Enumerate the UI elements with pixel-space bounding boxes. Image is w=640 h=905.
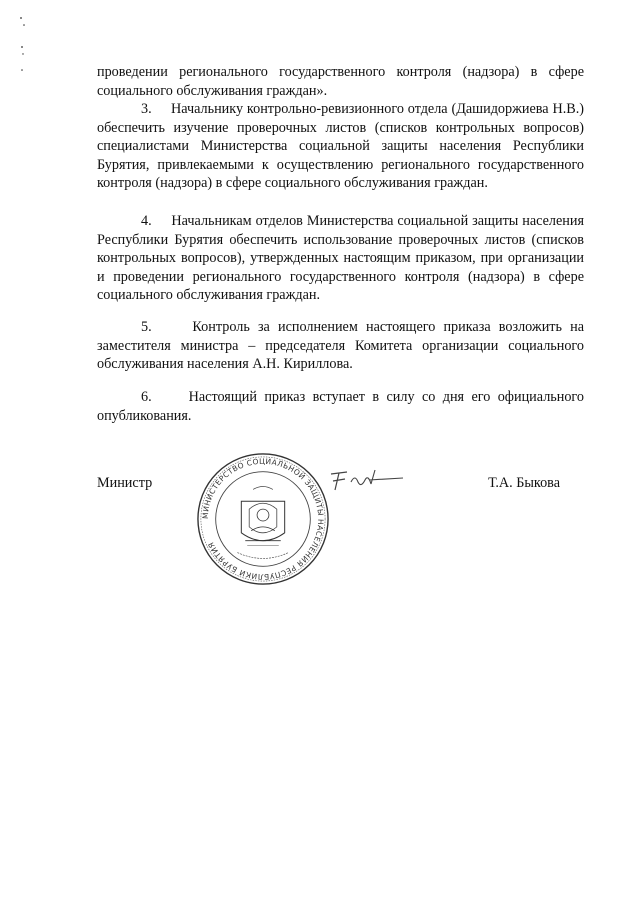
paragraph-5 xyxy=(97,318,584,374)
paragraph-text: проведении регионального государственного контроля (надзора) в сфере социального обслуживания граждан». xyxy=(97,64,584,99)
paragraph-4-body xyxy=(97,212,584,305)
paragraph-number: 4. xyxy=(141,213,152,229)
signatory-title: Министр xyxy=(97,475,153,491)
paragraph-text: Начальнику контрольно-ревизионного отдела (Дашидоржиева Н.В.) обеспечить изучение проверочных листов (списков контрольных вопросов) специалистами Министерства социальной защиты населения Республики Бурятия, привлекаемыми к осуществлению регионального государственного контроля (надзора) в сфере социального обслуживания граждан. xyxy=(97,101,584,191)
paragraph-text: Начальникам отделов Министерства социальной защиты населения Республики Бурятия обеспечить использование проверочных листов (списков контрольных вопросов), утвержденных настоящим приказом, при организации и проведении регионального государственного контроля (надзора) в сфере социального обслуживания граждан. xyxy=(97,213,585,303)
official-seal xyxy=(194,450,332,588)
signatory-name: Т.А. Быкова xyxy=(488,475,560,491)
paragraph-5-body xyxy=(97,318,584,374)
paragraph-number: 5. xyxy=(141,319,152,335)
signature-block xyxy=(97,456,584,600)
paragraph-3-body xyxy=(97,100,584,193)
paragraph-number: 6. xyxy=(141,389,152,405)
paragraph-3 xyxy=(97,100,584,193)
paragraph-6 xyxy=(97,388,584,425)
paragraph-text: Контроль за исполнением настоящего приказа возложить на заместителя министра – председателя Комитета организации социального обслуживания населения А.Н. Кириллова. xyxy=(97,319,584,372)
scan-specks xyxy=(18,15,28,75)
paragraph-text: Настоящий приказ вступает в силу со дня его официального опубликования. xyxy=(97,389,584,424)
paragraph-number: 3. xyxy=(141,101,152,117)
paragraph-4 xyxy=(97,212,584,305)
svg-text:МИНИСТЕРСТВО СОЦИАЛЬНОЙ ЗАЩИТЫ: МИНИСТЕРСТВО СОЦИАЛЬНОЙ ЗАЩИТЫ НАСЕЛЕНИЯ РЕСПУБЛИКИ БУРЯТИЯ xyxy=(200,456,326,582)
paragraph-6-body xyxy=(97,388,584,425)
paragraph-continuation xyxy=(97,63,584,100)
handwritten-signature xyxy=(325,464,405,504)
